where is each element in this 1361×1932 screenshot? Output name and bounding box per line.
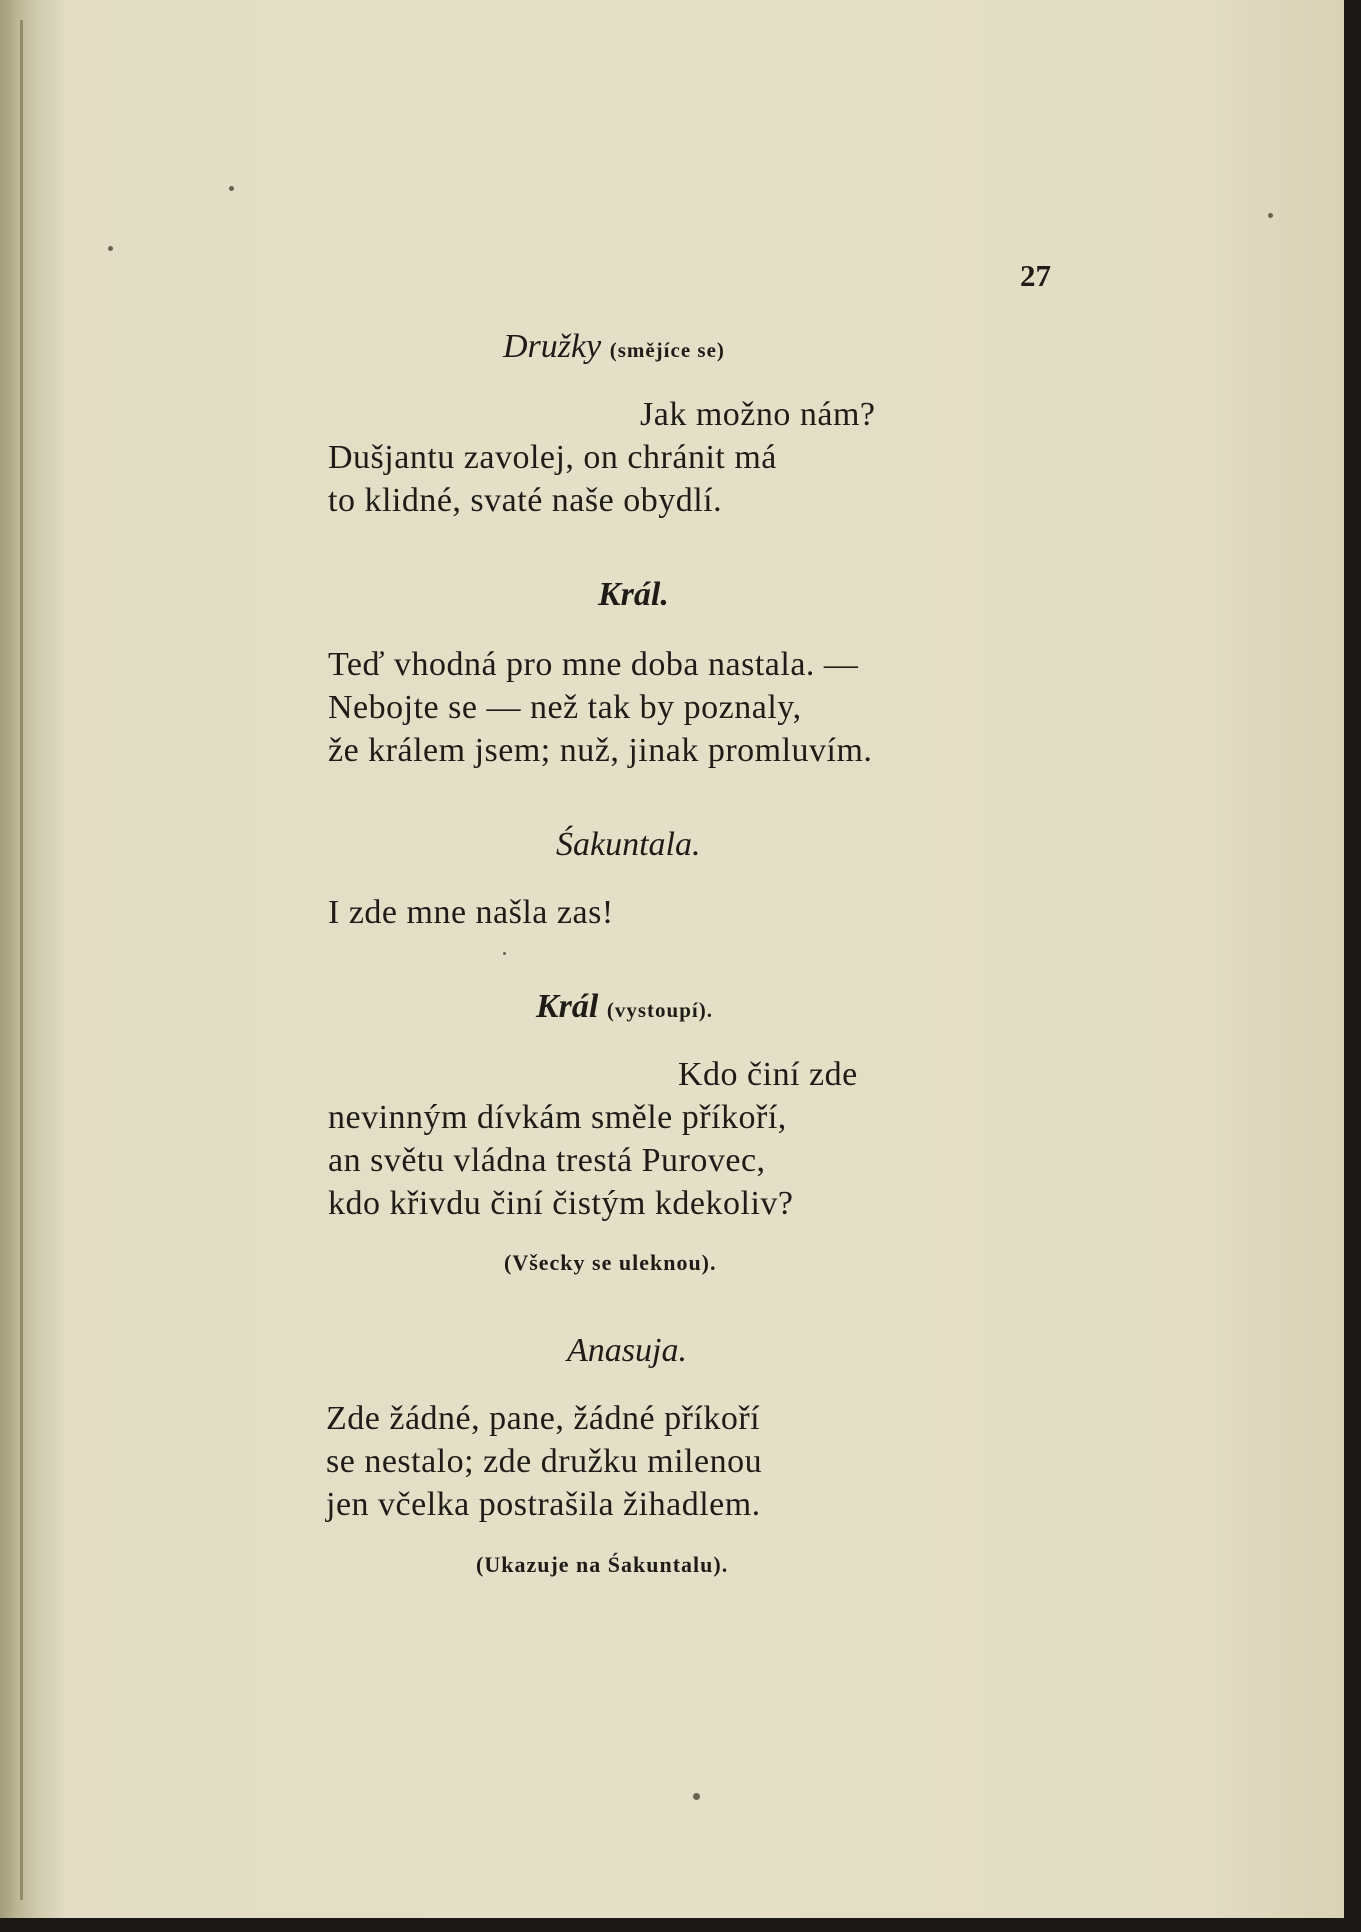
verse-line: Jak možno nám? <box>640 396 876 433</box>
verse-line: to klidné, svaté naše obydlí. <box>328 482 723 519</box>
verse-line: jen včelka postrašila žihadlem. <box>326 1486 761 1523</box>
verse-line: Teď vhodná pro mne doba nastala. — <box>328 646 859 683</box>
verse-line: kdo křivdu činí čistým kdekoliv? <box>328 1185 794 1222</box>
paper-speck <box>693 1793 700 1800</box>
verse-line: Kdo činí zde <box>678 1056 858 1093</box>
speaker-name: Anasuja. <box>567 1332 687 1369</box>
verse-line: Zde žádné, pane, žádné příkoří <box>326 1400 761 1437</box>
page-gutter-shadow <box>0 0 64 1918</box>
stage-direction-inline: (vystoupí). <box>606 998 713 1022</box>
verse-line: I zde mne našla zas! <box>328 894 614 931</box>
speaker-name: Družky <box>503 328 602 365</box>
speaker-heading <box>598 576 669 614</box>
speaker-heading <box>556 826 700 864</box>
verse-line: se nestalo; zde družku milenou <box>326 1443 763 1480</box>
verse-line: an světu vládna trestá Purovec, <box>328 1142 766 1179</box>
paper-speck <box>1268 213 1273 218</box>
speaker-name: Král. <box>598 576 669 613</box>
speaker-heading <box>536 988 713 1026</box>
paper-speck <box>229 186 234 191</box>
stage-direction: (Ukazuje na Śakuntalu). <box>476 1552 729 1577</box>
speaker-heading <box>503 328 725 366</box>
verse-line: Nebojte se — než tak by poznaly, <box>328 689 802 726</box>
paper-speck <box>108 246 113 251</box>
verse-line: Dušjantu zavolej, on chránit má <box>328 439 777 476</box>
page-number: 27 <box>1020 258 1051 293</box>
speaker-heading <box>567 1332 687 1370</box>
stage-direction: (Všecky se uleknou). <box>504 1250 717 1275</box>
speaker-name: Śakuntala. <box>556 826 701 863</box>
paper-speck <box>503 952 506 955</box>
binding-edge <box>20 20 23 1900</box>
speaker-name: Král <box>536 988 599 1025</box>
stage-direction-inline: (smějíce se) <box>609 338 725 362</box>
verse-line: nevinným dívkám směle příkoří, <box>328 1099 787 1136</box>
verse-line: že králem jsem; nuž, jinak promluvím. <box>328 732 873 769</box>
